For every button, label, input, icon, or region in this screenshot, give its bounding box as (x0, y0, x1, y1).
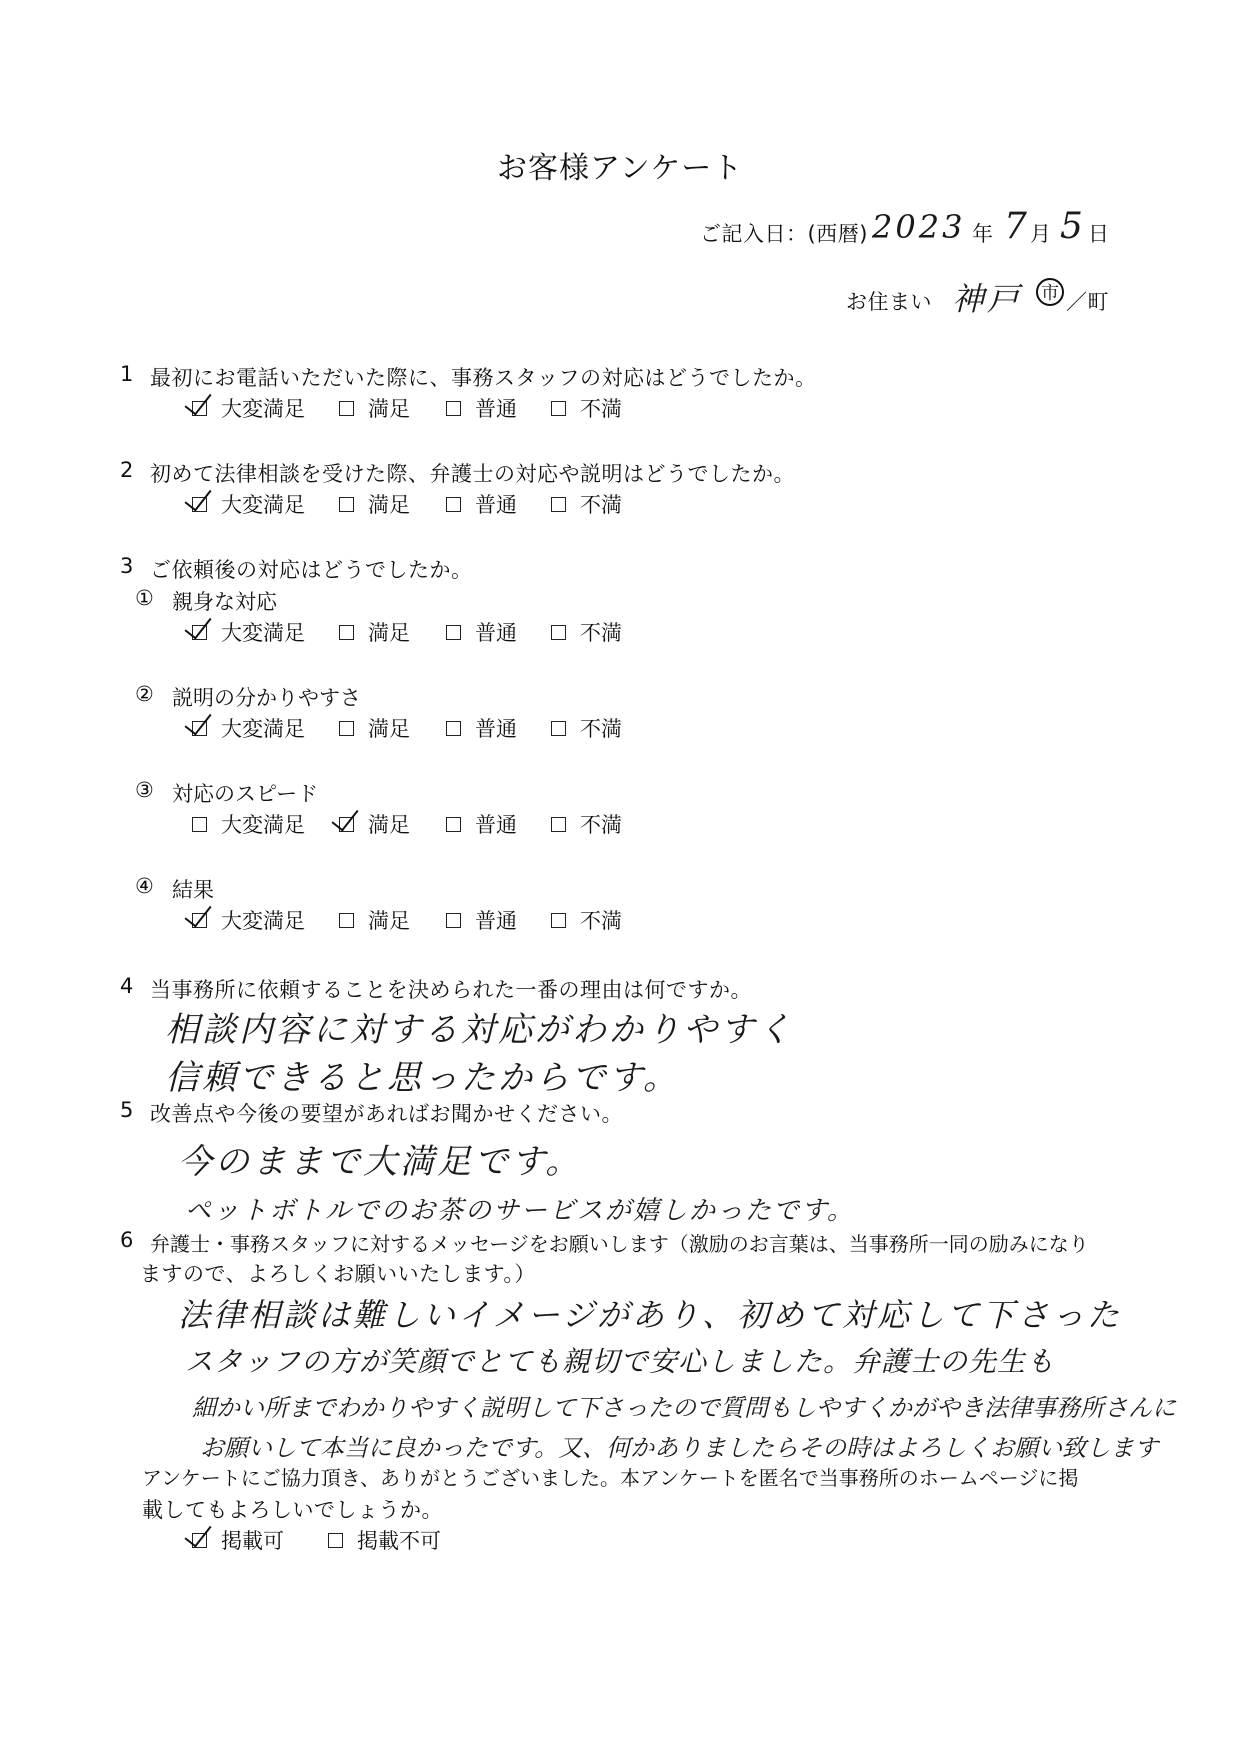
date-label: ご記入日：(西暦) (700, 222, 868, 246)
q6-text-line2: ますので、よろしくお願いいたします。） (140, 1262, 536, 1286)
q2-option-satisfied[interactable] (339, 489, 410, 519)
date-day-suffix: 日 (1088, 222, 1110, 246)
q3-sub2-option-very-satisfied[interactable] (192, 713, 305, 743)
q6-answer-line4: お願いして本当に良かったです。又、何かありましたらその時はよろしくお願い致します (200, 1434, 1159, 1462)
address-city-mark: 市 (1041, 283, 1059, 304)
q4-answer-line1: 相談内容に対する対応がわかりやすく (165, 1010, 794, 1050)
q3-sub4-option-very-satisfied[interactable] (192, 905, 305, 935)
q2-label-average: 普通 (475, 493, 517, 517)
q2-label-dissatisfied: 不満 (580, 493, 622, 517)
address-label: お住まい (846, 290, 932, 314)
q3-sub2-checkbox-dissatisfied[interactable] (551, 721, 566, 736)
q1-options (192, 393, 622, 423)
q3-sub1-option-very-satisfied[interactable] (192, 617, 305, 647)
q3-sub2-checkbox-average[interactable] (446, 721, 461, 736)
q3-sub2-checkbox-satisfied[interactable] (339, 721, 354, 736)
closing-options (192, 1525, 473, 1555)
q2-text: 初めて法律相談を受けた際、弁護士の対応や説明はどうでしたか。 (150, 462, 795, 486)
q3-sub2-label-very-satisfied: 大変満足 (221, 717, 305, 741)
q5-text: 改善点や今後の要望があればお聞かせください。 (150, 1102, 623, 1126)
q2-number: 2 (120, 458, 134, 482)
q3-sub2-checkbox-very-satisfied[interactable] (192, 721, 207, 736)
q3-sub1-checkbox-dissatisfied[interactable] (551, 625, 566, 640)
q3-sub3-label-dissatisfied: 不満 (580, 813, 622, 837)
q3-sub3-options (192, 809, 622, 839)
date-month: 7 (1004, 206, 1030, 247)
q3-sub1-option-satisfied[interactable] (339, 617, 410, 647)
q2-checkbox-dissatisfied[interactable] (551, 497, 566, 512)
q3-sub3-checkbox-dissatisfied[interactable] (551, 817, 566, 832)
q5-number: 5 (120, 1098, 134, 1122)
q3-sub4-label-average: 普通 (475, 909, 517, 933)
q1-option-dissatisfied[interactable] (551, 393, 622, 423)
q3-sub1-options (192, 617, 622, 647)
q6-answer-line3: 細かい所までわかりやすく説明して下さったので質問もしやすくかがやき法律事務所さんに (192, 1394, 1176, 1422)
q1-option-average[interactable] (446, 393, 517, 423)
q3-sub2-label-satisfied: 満足 (368, 717, 410, 741)
q3-sub2-option-dissatisfied[interactable] (551, 713, 622, 743)
closing-line2: 載してもよろしいでしょうか。 (142, 1498, 443, 1522)
q1-label-average: 普通 (475, 397, 517, 421)
q1-checkbox-very-satisfied[interactable] (192, 401, 207, 416)
date-day: 5 (1060, 206, 1086, 247)
q3-sub4-label-very-satisfied: 大変満足 (221, 909, 305, 933)
q3-sub1-checkbox-average[interactable] (446, 625, 461, 640)
q3-sub4-label-dissatisfied: 不満 (580, 909, 622, 933)
q3-sub1-label-dissatisfied: 不満 (580, 621, 622, 645)
q1-checkbox-dissatisfied[interactable] (551, 401, 566, 416)
q3-sub4-label-satisfied: 満足 (368, 909, 410, 933)
date-year: 2023 (872, 208, 966, 246)
q6-text-line1: 弁護士・事務スタッフに対するメッセージをお願いします（激励のお言葉は、当事務所一同の励みになり (150, 1232, 1089, 1256)
q3-sub2-label-average: 普通 (475, 717, 517, 741)
q3-sub4-option-dissatisfied[interactable] (551, 905, 622, 935)
page-title: お客様アンケート (497, 151, 744, 186)
q3-sub2-options (192, 713, 622, 743)
q1-label-satisfied: 満足 (368, 397, 410, 421)
q2-option-very-satisfied[interactable] (192, 489, 305, 519)
q3-sub3-option-average[interactable] (446, 809, 517, 839)
q3-sub3-text: 対応のスピード (172, 782, 319, 806)
q3-sub2-option-average[interactable] (446, 713, 517, 743)
q3-sub3-option-dissatisfied[interactable] (551, 809, 622, 839)
q2-option-average[interactable] (446, 489, 517, 519)
q1-option-satisfied[interactable] (339, 393, 410, 423)
q1-text: 最初にお電話いただいた際に、事務スタッフの対応はどうでしたか。 (150, 366, 817, 390)
q1-checkbox-satisfied[interactable] (339, 401, 354, 416)
q3-number: 3 (120, 554, 134, 578)
q2-label-very-satisfied: 大変満足 (221, 493, 305, 517)
q1-label-dissatisfied: 不満 (580, 397, 622, 421)
q2-option-dissatisfied[interactable] (551, 489, 622, 519)
q2-label-satisfied: 満足 (368, 493, 410, 517)
q3-text: ご依頼後の対応はどうでしたか。 (150, 558, 473, 582)
q3-sub2-text: 説明の分かりやすさ (172, 686, 361, 710)
publish-ok-checkbox[interactable] (192, 1533, 207, 1548)
q3-sub3-mark: ③ (135, 778, 154, 802)
q3-sub4-checkbox-very-satisfied[interactable] (192, 913, 207, 928)
publish-ok-option[interactable] (192, 1525, 284, 1555)
q3-sub3-checkbox-satisfied[interactable] (339, 817, 354, 832)
q1-number: 1 (120, 362, 134, 386)
q3-sub3-label-average: 普通 (475, 813, 517, 837)
q3-sub2-label-dissatisfied: 不満 (580, 717, 622, 741)
q3-sub4-checkbox-satisfied[interactable] (339, 913, 354, 928)
q3-sub4-checkbox-average[interactable] (446, 913, 461, 928)
q5-answer-line1: 今のままで大満足です。 (178, 1142, 583, 1182)
q3-sub1-mark: ① (135, 586, 154, 610)
q5-answer-line2: ペットボトルでのお茶のサービスが嬉しかったです。 (185, 1196, 855, 1226)
q1-option-very-satisfied[interactable] (192, 393, 305, 423)
q3-sub3-checkbox-very-satisfied[interactable] (192, 817, 207, 832)
q3-sub1-label-average: 普通 (475, 621, 517, 645)
q3-sub1-option-dissatisfied[interactable] (551, 617, 622, 647)
publish-ng-checkbox[interactable] (328, 1533, 343, 1548)
q6-answer-line1: 法律相談は難しいイメージがあり、初めて対応して下さった (178, 1296, 1123, 1334)
q2-options (192, 489, 622, 519)
q3-sub4-text: 結果 (172, 878, 214, 902)
closing-line1: アンケートにご協力頂き、ありがとうございました。本アンケートを匿名で当事務所のホームページに掲 (142, 1466, 1079, 1490)
date-year-suffix: 年 (972, 222, 994, 246)
q3-sub4-option-satisfied[interactable] (339, 905, 410, 935)
publish-ng-label: 掲載不可 (357, 1529, 441, 1553)
q3-sub3-option-very-satisfied[interactable] (192, 809, 305, 839)
q4-number: 4 (120, 974, 134, 998)
q2-checkbox-satisfied[interactable] (339, 497, 354, 512)
q3-sub1-label-very-satisfied: 大変満足 (221, 621, 305, 645)
q3-sub4-option-average[interactable] (446, 905, 517, 935)
q3-sub4-mark: ④ (135, 874, 154, 898)
q3-sub1-label-satisfied: 満足 (368, 621, 410, 645)
q1-checkbox-average[interactable] (446, 401, 461, 416)
q3-sub4-checkbox-dissatisfied[interactable] (551, 913, 566, 928)
q3-sub1-checkbox-satisfied[interactable] (339, 625, 354, 640)
address-city: 神戸 (952, 280, 1023, 318)
q4-text: 当事務所に依頼することを決められた一番の理由は何ですか。 (150, 978, 752, 1002)
publish-ng-option[interactable] (328, 1525, 441, 1555)
q3-sub4-options (192, 905, 622, 935)
q3-sub2-option-satisfied[interactable] (339, 713, 410, 743)
publish-ok-label: 掲載可 (221, 1529, 284, 1553)
q3-sub2-mark: ② (135, 682, 154, 706)
q6-answer-line2: スタッフの方が笑顔でとても親切で安心しました。弁護士の先生も (185, 1345, 1056, 1378)
q2-checkbox-very-satisfied[interactable] (192, 497, 207, 512)
address-city-circle (1036, 278, 1064, 306)
q3-sub1-checkbox-very-satisfied[interactable] (192, 625, 207, 640)
q3-sub3-label-satisfied: 満足 (368, 813, 410, 837)
q2-checkbox-average[interactable] (446, 497, 461, 512)
q6-number: 6 (120, 1228, 134, 1252)
date-month-suffix: 月 (1030, 222, 1052, 246)
q3-sub3-label-very-satisfied: 大変満足 (221, 813, 305, 837)
q1-label-very-satisfied: 大変満足 (221, 397, 305, 421)
address-suffix: ／町 (1066, 290, 1109, 314)
q3-sub1-option-average[interactable] (446, 617, 517, 647)
q3-sub3-option-satisfied[interactable] (339, 809, 410, 839)
q4-answer-line2: 信頼できると思ったからです。 (165, 1058, 680, 1098)
q3-sub1-text: 親身な対応 (172, 590, 277, 614)
q3-sub3-checkbox-average[interactable] (446, 817, 461, 832)
